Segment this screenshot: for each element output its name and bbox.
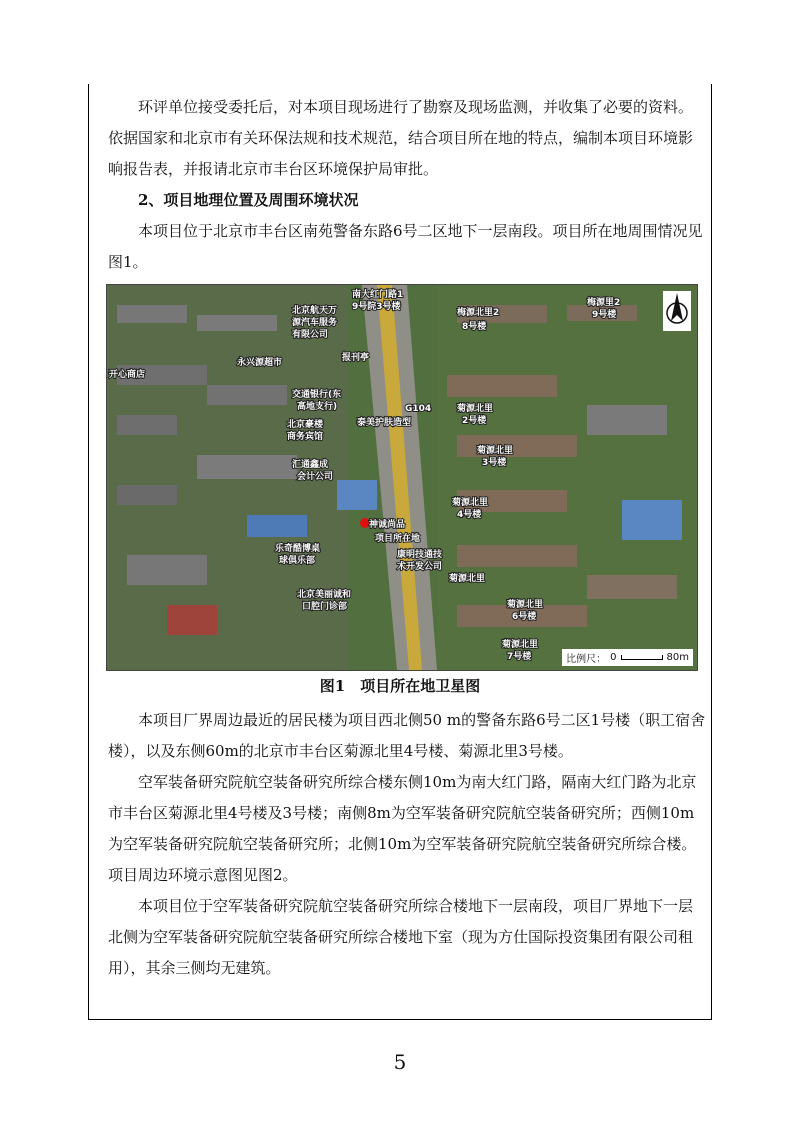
- map-label: 会计公司: [297, 472, 334, 482]
- body-text: [108, 92, 706, 278]
- body-text-lower: [108, 705, 706, 984]
- map-label: G104: [405, 404, 432, 414]
- paragraph-3: 本项目厂界周边最近的居民楼为项目西北侧50 m的警备东路6号二区1号楼（职工宿舍楼），以及东侧60m的北京市丰台区菊源北里4号楼、菊源北里3号楼。: [108, 711, 706, 760]
- map-label: 汇通鑫成: [292, 460, 329, 470]
- map-label: 乐奇酷博桌: [275, 544, 321, 554]
- map-label: 菊源北里: [449, 574, 486, 584]
- map-label: 南大红门路1: [352, 290, 404, 300]
- map-label: 北京航天万: [292, 306, 338, 316]
- map-label: 菊源北里: [502, 640, 539, 650]
- map-label: 6号楼: [512, 612, 537, 622]
- map-scale: [562, 649, 693, 666]
- map-label: 泰美护肤造型: [357, 418, 412, 428]
- map-label: 口腔门诊部: [302, 602, 348, 612]
- paragraph-4: 空军装备研究院航空装备研究所综合楼东侧10m为南大红门路，隔南大红门路为北京市丰台区菊源北里4号楼及3号楼；南侧8m为空军装备研究院航空装备研究所；西侧10m为空军装备研究院航空装备研究所；北侧10m为空军装备研究院航空装备研究所综合楼。项目周边环境示意图见图2。: [108, 773, 697, 884]
- map-label: 源汽车服务: [292, 318, 338, 328]
- map-label: 高地支行): [297, 402, 338, 412]
- map-label: 7号楼: [507, 652, 532, 662]
- map-label: 梅源里2: [587, 298, 621, 308]
- satellite-map: [106, 284, 698, 671]
- scale-value: 80m: [666, 652, 689, 663]
- map-label: 项目所在地: [375, 534, 421, 544]
- map-label: 2号楼: [462, 416, 487, 426]
- map-label: 术开发公司: [397, 562, 443, 572]
- map-label: 北京美丽诚和: [297, 590, 352, 600]
- map-label: 9号楼: [592, 310, 617, 320]
- north-arrow-icon: [663, 291, 691, 331]
- map-label: 康明技通技: [397, 550, 443, 560]
- map-label: 菊源北里: [477, 446, 514, 456]
- map-label: 商务宾馆: [287, 432, 324, 442]
- map-label: 菊源北里: [507, 600, 544, 610]
- paragraph-1: 环评单位接受委托后，对本项目现场进行了勘察及现场监测，并收集了必要的资料。依据国家和北京市有关环保法规和技术规范，结合项目所在地的特点，编制本项目环境影响报告表，并报请北京市丰台区环境保护局审批。: [108, 98, 694, 178]
- map-label: 菊源北里: [452, 498, 489, 508]
- page-number: 5: [393, 1050, 407, 1074]
- map-label: 有限公司: [292, 330, 329, 340]
- map-label: 北京豪楼: [287, 420, 324, 430]
- paragraph-2: 本项目位于北京市丰台区南苑警备东路6号二区地下一层南段。项目所在地周围情况见图1。: [108, 222, 703, 271]
- map-label: 9号院3号楼: [352, 302, 401, 312]
- map-label: 8号楼: [462, 322, 487, 332]
- figure-caption: 图1 项目所在地卫星图: [319, 677, 481, 695]
- map-label: 开心商店: [109, 370, 146, 380]
- section-heading: 2、项目地理位置及周围环境状况: [138, 191, 359, 209]
- map-label: 菊源北里: [457, 404, 494, 414]
- scale-zero: 0: [610, 652, 617, 663]
- map-label: 报刊亭: [342, 353, 370, 363]
- map-label: 3号楼: [482, 458, 507, 468]
- map-label: 神诚尚品: [369, 520, 406, 530]
- paragraph-5: 本项目位于空军装备研究院航空装备研究所综合楼地下一层南段，项目厂界地下一层北侧为空军装备研究院航空装备研究所综合楼地下室（现为方仕国际投资集团有限公司租用），其余三侧均无建筑。: [108, 897, 694, 977]
- scale-bar: [621, 655, 663, 660]
- scale-label: 比例尺：: [566, 654, 607, 665]
- map-label: 交通银行(东: [292, 390, 342, 400]
- map-label: 球俱乐部: [279, 556, 316, 566]
- map-label: 4号楼: [457, 510, 482, 520]
- map-label: 永兴源超市: [237, 358, 283, 368]
- map-label: 梅源北里2: [457, 308, 500, 318]
